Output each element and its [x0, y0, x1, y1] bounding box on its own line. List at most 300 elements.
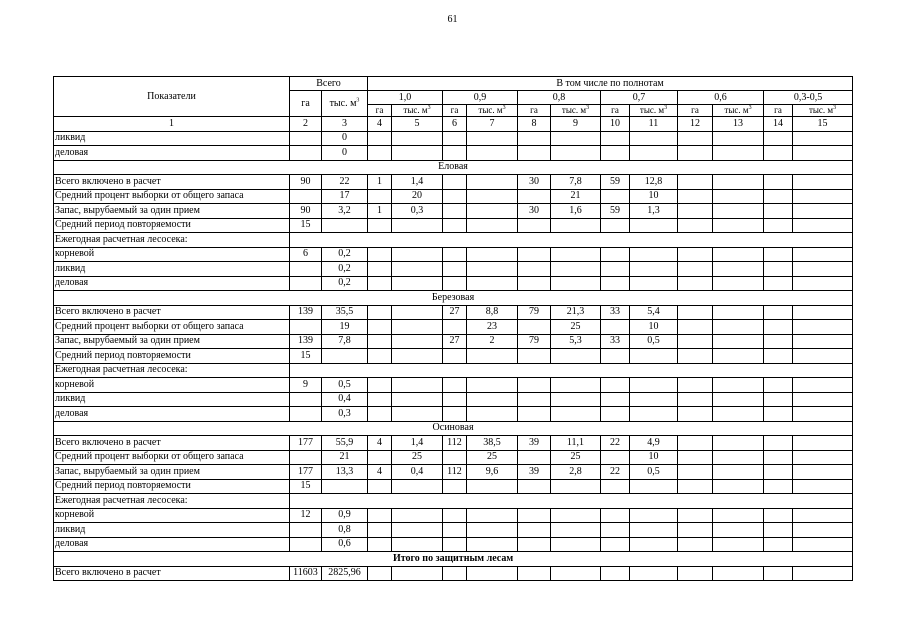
row-label: Запас, вырубаемый за один прием	[54, 334, 290, 349]
table-cell	[601, 262, 630, 277]
row-label: ликвид	[54, 262, 290, 277]
table-cell	[368, 392, 392, 407]
table-cell	[467, 262, 518, 277]
table-row	[54, 189, 853, 204]
table-cell	[793, 320, 853, 335]
table-cell	[713, 392, 764, 407]
table-cell	[764, 189, 793, 204]
table-cell	[713, 465, 764, 480]
table-cell	[518, 262, 551, 277]
table-cell	[678, 247, 713, 262]
table-cell	[392, 407, 443, 422]
table-cell	[713, 407, 764, 422]
row-label: Средний процент выборки от общего запаса	[54, 320, 290, 335]
column-number: 12	[678, 117, 713, 132]
table-row	[54, 175, 853, 190]
table-cell	[793, 378, 853, 393]
table-cell	[467, 537, 518, 552]
table-cell	[601, 320, 630, 335]
table-cell: 55,9	[322, 436, 368, 451]
row-label: Средний процент выборки от общего запаса	[54, 189, 290, 204]
table-cell: 4	[368, 465, 392, 480]
table-cell	[467, 508, 518, 523]
table-cell	[764, 320, 793, 335]
table-cell: 2,8	[551, 465, 601, 480]
table-cell	[764, 131, 793, 146]
table-cell	[601, 247, 630, 262]
header-density-5: 0,6	[678, 91, 764, 105]
table-cell	[713, 276, 764, 291]
table-cell	[551, 523, 601, 538]
table-cell: 0,4	[322, 392, 368, 407]
table-cell	[793, 334, 853, 349]
table-cell	[713, 262, 764, 277]
header-unit-volume: тыс. $м^3$	[392, 105, 443, 117]
table-cell	[678, 407, 713, 422]
column-number: 9	[551, 117, 601, 132]
table-cell	[392, 349, 443, 364]
table-cell	[630, 392, 678, 407]
table-cell	[678, 218, 713, 233]
column-number: 14	[764, 117, 793, 132]
table-cell: 20	[392, 189, 443, 204]
table-cell: 12	[290, 508, 322, 523]
table-cell	[368, 247, 392, 262]
column-number: 11	[630, 117, 678, 132]
table-cell	[467, 189, 518, 204]
table-row	[54, 479, 853, 494]
table-cell	[443, 146, 467, 161]
table-cell	[764, 146, 793, 161]
row-label: ликвид	[54, 131, 290, 146]
table-cell: 7,8	[322, 334, 368, 349]
table-cell	[368, 537, 392, 552]
table-cell	[443, 349, 467, 364]
table-cell	[678, 262, 713, 277]
table-cell	[290, 407, 322, 422]
table-cell	[518, 407, 551, 422]
row-label: Средний период повторяемости	[54, 218, 290, 233]
table-cell	[392, 247, 443, 262]
table-cell: 1	[368, 204, 392, 219]
table-cell: 1,4	[392, 175, 443, 190]
table-cell	[678, 204, 713, 219]
table-cell	[601, 349, 630, 364]
table-cell	[678, 131, 713, 146]
table-cell: 10	[630, 450, 678, 465]
table-cell: 21,3	[551, 305, 601, 320]
table-cell	[793, 537, 853, 552]
table-body	[54, 131, 853, 581]
table-row	[54, 450, 853, 465]
table-cell: 90	[290, 175, 322, 190]
table-cell	[392, 320, 443, 335]
row-label: Средний процент выборки от общего запаса	[54, 450, 290, 465]
table-cell: 2	[467, 334, 518, 349]
header-total-volume: тыс. $м^3$	[322, 91, 368, 117]
table-cell	[518, 479, 551, 494]
table-cell: 10	[630, 320, 678, 335]
row-label: ликвид	[54, 523, 290, 538]
table-cell	[322, 218, 368, 233]
table-cell: 79	[518, 305, 551, 320]
table-cell	[518, 131, 551, 146]
table-cell: 4	[368, 436, 392, 451]
table-cell	[713, 334, 764, 349]
table-cell	[551, 131, 601, 146]
header-density-2: 0,9	[443, 91, 518, 105]
table-cell	[443, 508, 467, 523]
table-cell	[764, 537, 793, 552]
column-number: 7	[467, 117, 518, 132]
row-label: Всего включено в расчет	[54, 566, 290, 581]
table-cell	[678, 465, 713, 480]
table-cell	[601, 407, 630, 422]
table-cell	[630, 479, 678, 494]
table-cell: 59	[601, 175, 630, 190]
table-cell	[443, 276, 467, 291]
section-title: Березовая	[54, 291, 853, 306]
table-cell	[392, 218, 443, 233]
table-cell	[467, 392, 518, 407]
table-cell	[793, 479, 853, 494]
empty-span-cell	[290, 363, 853, 378]
table-cell	[793, 305, 853, 320]
table-cell	[518, 276, 551, 291]
table-cell: 0,8	[322, 523, 368, 538]
table-cell: 13,3	[322, 465, 368, 480]
table-cell	[392, 131, 443, 146]
table-cell	[713, 218, 764, 233]
table-cell	[518, 537, 551, 552]
table-cell	[793, 218, 853, 233]
row-label: Ежегодная расчетная лесосека:	[54, 494, 290, 509]
header-unit-ha: га	[678, 105, 713, 117]
table-cell: 6	[290, 247, 322, 262]
table-cell	[518, 349, 551, 364]
table-row	[54, 218, 853, 233]
table-cell	[793, 465, 853, 480]
table-cell: 112	[443, 465, 467, 480]
section-header-row	[54, 552, 853, 567]
table-cell	[443, 479, 467, 494]
table-cell	[551, 349, 601, 364]
table-cell	[630, 537, 678, 552]
table-cell: 177	[290, 465, 322, 480]
table-cell	[764, 392, 793, 407]
table-cell	[764, 479, 793, 494]
table-cell: 25	[467, 450, 518, 465]
table-cell: 35,5	[322, 305, 368, 320]
table-cell	[678, 189, 713, 204]
table-cell	[793, 204, 853, 219]
column-number: 5	[392, 117, 443, 132]
table-cell	[322, 479, 368, 494]
table-cell	[678, 436, 713, 451]
column-number: 15	[793, 117, 853, 132]
table-cell	[551, 508, 601, 523]
table-cell	[443, 247, 467, 262]
table-cell	[467, 523, 518, 538]
table-row	[54, 392, 853, 407]
table-cell: 25	[392, 450, 443, 465]
table-cell	[518, 218, 551, 233]
table-cell	[764, 436, 793, 451]
table-cell	[443, 537, 467, 552]
table-cell	[290, 392, 322, 407]
table-cell	[368, 305, 392, 320]
table-cell	[678, 566, 713, 581]
table-cell: 27	[443, 305, 467, 320]
section-title: Осиновая	[54, 421, 853, 436]
header-unit-ha: га	[764, 105, 793, 117]
table-cell	[678, 349, 713, 364]
row-label: корневой	[54, 378, 290, 393]
table-cell: 15	[290, 218, 322, 233]
table-cell: 112	[443, 436, 467, 451]
header-unit-ha: га	[368, 105, 392, 117]
header-including-by-density: В том числе по полнотам	[368, 77, 853, 91]
table-cell: 19	[322, 320, 368, 335]
table-cell	[713, 189, 764, 204]
table-cell	[368, 349, 392, 364]
table-cell	[368, 378, 392, 393]
table-cell	[368, 218, 392, 233]
table-row	[54, 247, 853, 262]
table-cell	[630, 131, 678, 146]
table-cell	[518, 247, 551, 262]
table-cell	[518, 523, 551, 538]
header-unit-volume: тыс. $м^3$	[793, 105, 853, 117]
table-cell	[392, 262, 443, 277]
table-cell	[518, 189, 551, 204]
table-cell: 1,3	[630, 204, 678, 219]
header-unit-volume: тыс. $м^3$	[630, 105, 678, 117]
table-cell: 139	[290, 305, 322, 320]
table-cell	[793, 276, 853, 291]
table-cell	[713, 378, 764, 393]
table-cell: 0,3	[392, 204, 443, 219]
row-label: Средний период повторяемости	[54, 479, 290, 494]
table-cell	[392, 378, 443, 393]
table-cell	[630, 407, 678, 422]
table-cell: 30	[518, 175, 551, 190]
row-label: Всего включено в расчет	[54, 305, 290, 320]
table-cell	[443, 320, 467, 335]
table-cell	[290, 320, 322, 335]
table-cell: 4,9	[630, 436, 678, 451]
table-cell	[713, 349, 764, 364]
table-cell	[713, 436, 764, 451]
table-cell: 21	[551, 189, 601, 204]
table-cell	[392, 334, 443, 349]
table-cell	[678, 146, 713, 161]
column-number: 2	[290, 117, 322, 132]
header-density-3: 0,8	[518, 91, 601, 105]
row-label: Средний период повторяемости	[54, 349, 290, 364]
section-header-row	[54, 291, 853, 306]
table-cell	[793, 175, 853, 190]
table-cell	[443, 262, 467, 277]
table-cell: 1,6	[551, 204, 601, 219]
table-cell	[467, 566, 518, 581]
table-cell	[764, 523, 793, 538]
table-cell	[551, 566, 601, 581]
table-cell	[793, 349, 853, 364]
table-cell	[793, 247, 853, 262]
table-cell	[290, 146, 322, 161]
subheading-row	[54, 494, 853, 509]
row-label: деловая	[54, 407, 290, 422]
table-cell	[601, 146, 630, 161]
table-cell	[764, 465, 793, 480]
column-number-row	[54, 117, 853, 132]
table-cell	[601, 218, 630, 233]
table-row	[54, 305, 853, 320]
table-row	[54, 508, 853, 523]
header-total-ha: га	[290, 91, 322, 117]
table-cell: 22	[601, 436, 630, 451]
row-label: деловая	[54, 276, 290, 291]
table-cell	[443, 566, 467, 581]
page-number: 61	[447, 14, 458, 25]
table-cell	[601, 479, 630, 494]
row-label: корневой	[54, 508, 290, 523]
table-cell	[443, 204, 467, 219]
table-cell	[713, 305, 764, 320]
table-cell	[630, 218, 678, 233]
table-cell	[368, 407, 392, 422]
table-cell	[290, 189, 322, 204]
table-cell: 3,2	[322, 204, 368, 219]
table-cell: 90	[290, 204, 322, 219]
table-cell	[290, 537, 322, 552]
table-cell	[290, 523, 322, 538]
table-cell	[601, 392, 630, 407]
table-cell: 30	[518, 204, 551, 219]
empty-span-cell	[290, 494, 853, 509]
table-cell	[793, 146, 853, 161]
table-cell	[551, 378, 601, 393]
table-cell	[764, 450, 793, 465]
table-cell	[764, 407, 793, 422]
table-cell	[467, 175, 518, 190]
table-cell	[764, 566, 793, 581]
table-cell	[793, 262, 853, 277]
section-header-row	[54, 160, 853, 175]
table-row	[54, 407, 853, 422]
row-label: Запас, вырубаемый за один прием	[54, 465, 290, 480]
table-cell	[678, 378, 713, 393]
table-cell	[551, 276, 601, 291]
table-cell	[764, 378, 793, 393]
table-cell: 0,5	[630, 334, 678, 349]
table-cell	[713, 450, 764, 465]
table-cell: 0,2	[322, 276, 368, 291]
table-cell	[764, 175, 793, 190]
table-cell	[368, 523, 392, 538]
table-cell	[443, 450, 467, 465]
table-cell	[551, 218, 601, 233]
table-row	[54, 378, 853, 393]
table-cell: 11,1	[551, 436, 601, 451]
table-cell	[601, 450, 630, 465]
table-cell	[443, 218, 467, 233]
column-number: 6	[443, 117, 467, 132]
table-cell	[368, 189, 392, 204]
table-cell: 7,8	[551, 175, 601, 190]
row-label: Ежегодная расчетная лесосека:	[54, 363, 290, 378]
table-cell	[713, 320, 764, 335]
forest-indicators-table	[53, 76, 853, 581]
table-cell: 23	[467, 320, 518, 335]
table-cell	[392, 479, 443, 494]
table-cell: 25	[551, 320, 601, 335]
table-cell	[518, 146, 551, 161]
table-cell	[678, 305, 713, 320]
table-cell: 5,4	[630, 305, 678, 320]
table-cell	[764, 349, 793, 364]
table-cell: 33	[601, 334, 630, 349]
row-label: Запас, вырубаемый за один прием	[54, 204, 290, 219]
table-cell: 0,5	[322, 378, 368, 393]
row-label: Всего включено в расчет	[54, 436, 290, 451]
table-cell: 10	[630, 189, 678, 204]
table-cell	[678, 334, 713, 349]
table-cell: 1,4	[392, 436, 443, 451]
table-cell	[467, 479, 518, 494]
table-cell	[601, 276, 630, 291]
section-header-row	[54, 421, 853, 436]
header-density-4: 0,7	[601, 91, 678, 105]
empty-span-cell	[290, 233, 853, 248]
table-cell: 8,8	[467, 305, 518, 320]
table-cell	[601, 378, 630, 393]
table-cell	[368, 262, 392, 277]
table-cell	[443, 407, 467, 422]
table-cell	[630, 262, 678, 277]
table-cell	[793, 508, 853, 523]
table-cell	[443, 392, 467, 407]
table-cell	[764, 334, 793, 349]
table-cell	[601, 523, 630, 538]
table-cell	[518, 392, 551, 407]
table-cell	[392, 146, 443, 161]
table-cell	[713, 146, 764, 161]
table-cell	[290, 276, 322, 291]
table-cell: 11603	[290, 566, 322, 581]
table-cell: 39	[518, 465, 551, 480]
header-unit-ha: га	[601, 105, 630, 117]
table-cell	[713, 131, 764, 146]
table-cell	[518, 378, 551, 393]
table-cell: 27	[443, 334, 467, 349]
table-cell	[764, 218, 793, 233]
table-cell	[713, 204, 764, 219]
table-cell	[713, 566, 764, 581]
header-density-6: 0,3-0,5	[764, 91, 853, 105]
table-cell: 0,9	[322, 508, 368, 523]
table-cell: 0,2	[322, 262, 368, 277]
table-cell	[368, 320, 392, 335]
table-row	[54, 204, 853, 219]
table-row	[54, 334, 853, 349]
table-cell	[713, 247, 764, 262]
table-cell	[764, 508, 793, 523]
row-label: Всего включено в расчет	[54, 175, 290, 190]
table-row	[54, 320, 853, 335]
table-cell: 9,6	[467, 465, 518, 480]
